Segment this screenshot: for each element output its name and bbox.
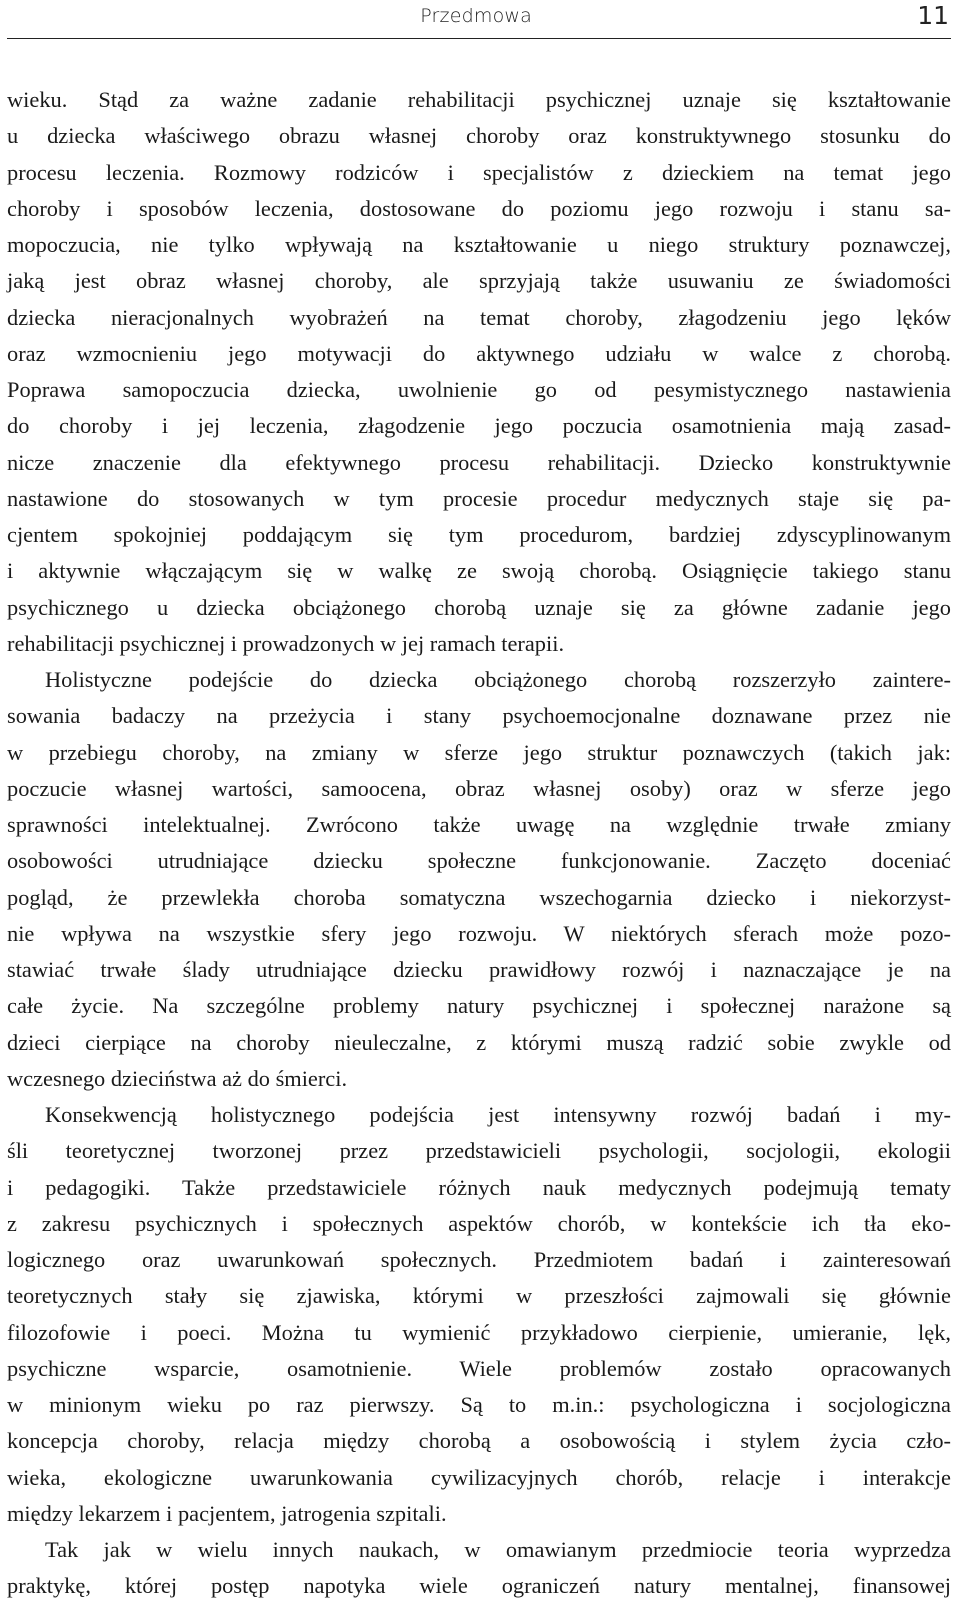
text-line: Konsekwencją holistycznego podejścia jest intensywny rozwój badań i my- (45, 1102, 951, 1127)
body-text (7, 82, 951, 1605)
text-line: osobowości utrudniające dziecku społeczne funkcjonowanie. Zaczęto doceniać (7, 848, 951, 874)
text-line: mopoczucia, nie tylko wpływają na kształtowanie u niego struktury poznawczej, (7, 232, 951, 257)
text-line: choroby i sposobów leczenia, dostosowane do poziomu jego rozwoju i stanu sa- (7, 195, 951, 221)
text-line: wieka, ekologiczne uwarunkowania cywilizacyjnych chorób, relacje i interakcje (7, 1464, 951, 1490)
text-line: śli teoretycznej tworzonej przez przedstawicieli psychologii, socjologii, ekologii (7, 1138, 951, 1164)
text-line: wieku. Stąd za ważne zadanie rehabilitacji psychicznej uznaje się kształtowanie (7, 87, 951, 112)
text-line: psychicznego u dziecka obciążonego chorobą uznaje się za główne zadanie jego (7, 594, 951, 620)
text-line: i aktywnie włączającym się w walkę ze swoją chorobą. Osiągnięcie takiego stanu (7, 558, 951, 584)
text-line: praktykę, której postęp napotyka wiele ograniczeń natury mentalnej, finansowej (7, 1573, 951, 1599)
running-header (7, 0, 951, 39)
text-line: do choroby i jej leczenia, złagodzenie jego poczucia osamotnienia mają zasad- (7, 413, 951, 439)
text-line: z zakresu psychicznych i społecznych aspektów chorób, w kontekście ich tła eko- (7, 1210, 951, 1236)
text-line: pogląd, że przewlekła choroba somatyczna wszechogarnia dziecko i niekorzyst- (7, 884, 951, 910)
text-line: w przebiegu choroby, na zmiany w sferze jego struktur poznawczych (takich jak: (7, 739, 951, 765)
text-line: stawiać trwałe ślady utrudniające dziecku prawidłowy rozwój i naznaczające je na (7, 957, 951, 982)
text-line: filozofowie i poeci. Można tu wymienić przykładowo cierpienie, umieranie, lęk, (7, 1319, 951, 1345)
text-line: nicze znaczenie dla efektywnego procesu rehabilitacji. Dziecko konstruktywnie (7, 449, 951, 475)
text-line: dziecka nieracjonalnych wyobrażeń na temat choroby, złagodzeniu jego lęków (7, 304, 951, 330)
running-header-section-title: Przedmowa (420, 5, 532, 27)
text-line: sprawności intelektualnej. Zwrócono także uwagę na względnie trwałe zmiany (7, 812, 951, 837)
text-line: teoretycznych stały się zjawiska, którymi w przeszłości zajmowali się głównie (7, 1283, 951, 1309)
text-line: całe życie. Na szczególne problemy natury psychicznej i społecznej narażone są (7, 993, 951, 1019)
text-line: Tak jak w wielu innych naukach, w omawianym przedmiocie teoria wyprzedza (45, 1537, 951, 1562)
text-line: poczucie własnej wartości, samoocena, obraz własnej osoby) oraz w sferze jego (7, 775, 951, 801)
text-line: cjentem spokojniej poddającym się tym procedurom, bardziej zdyscyplinowanym (7, 522, 951, 547)
text-line: Holistyczne podejście do dziecka obciążonego chorobą rozszerzyło zaintere- (45, 667, 951, 692)
text-line: u dziecka właściwego obrazu własnej choroby oraz konstruktywnego stosunku do (7, 123, 951, 149)
text-line: koncepcja choroby, relacja między chorobą a osobowością i stylem życia czło- (7, 1428, 951, 1454)
text-line: między lekarzem i pacjentem, jatrogenia szpitali. (7, 1500, 447, 1526)
text-line: logicznego oraz uwarunkowań społecznych. Przedmiotem badań i zainteresowań (7, 1247, 951, 1272)
text-line: nie wpływa na wszystkie sfery jego rozwoju. W niektórych sferach może pozo- (7, 920, 951, 946)
text-line: jaką jest obraz własnej choroby, ale sprzyjają także usuwaniu ze świadomości (7, 268, 951, 294)
text-line: procesu leczenia. Rozmowy rodziców i specjalistów z dzieckiem na temat jego (7, 159, 951, 185)
text-line: dzieci cierpiące na choroby nieuleczalne, z którymi muszą radzić sobie zwykle od (7, 1029, 951, 1055)
text-line: oraz wzmocnieniu jego motywacji do aktywnego udziału w walce z chorobą. (7, 340, 951, 366)
text-line: w minionym wieku po raz pierwszy. Są to m.in.: psychologiczna i socjologiczna (7, 1392, 951, 1417)
text-line: wczesnego dzieciństwa aż do śmierci. (7, 1065, 348, 1091)
text-line: psychiczne wsparcie, osamotnienie. Wiele problemów zostało opracowanych (7, 1355, 951, 1381)
page-number: 11 (917, 1, 949, 30)
text-line: i pedagogiki. Także przedstawiciele różnych nauk medycznych podejmują tematy (7, 1174, 951, 1200)
text-line: rehabilitacji psychicznej i prowadzonych w jej ramach terapii. (7, 630, 565, 656)
text-line: sowania badaczy na przeżycia i stany psychoemocjonalne doznawane przez nie (7, 703, 951, 729)
text-line: Poprawa samopoczucia dziecka, uwolnienie go od pesymistycznego nastawienia (7, 377, 951, 402)
text-line: nastawione do stosowanych w tym procesie procedur medycznych staje się pa- (7, 485, 951, 511)
